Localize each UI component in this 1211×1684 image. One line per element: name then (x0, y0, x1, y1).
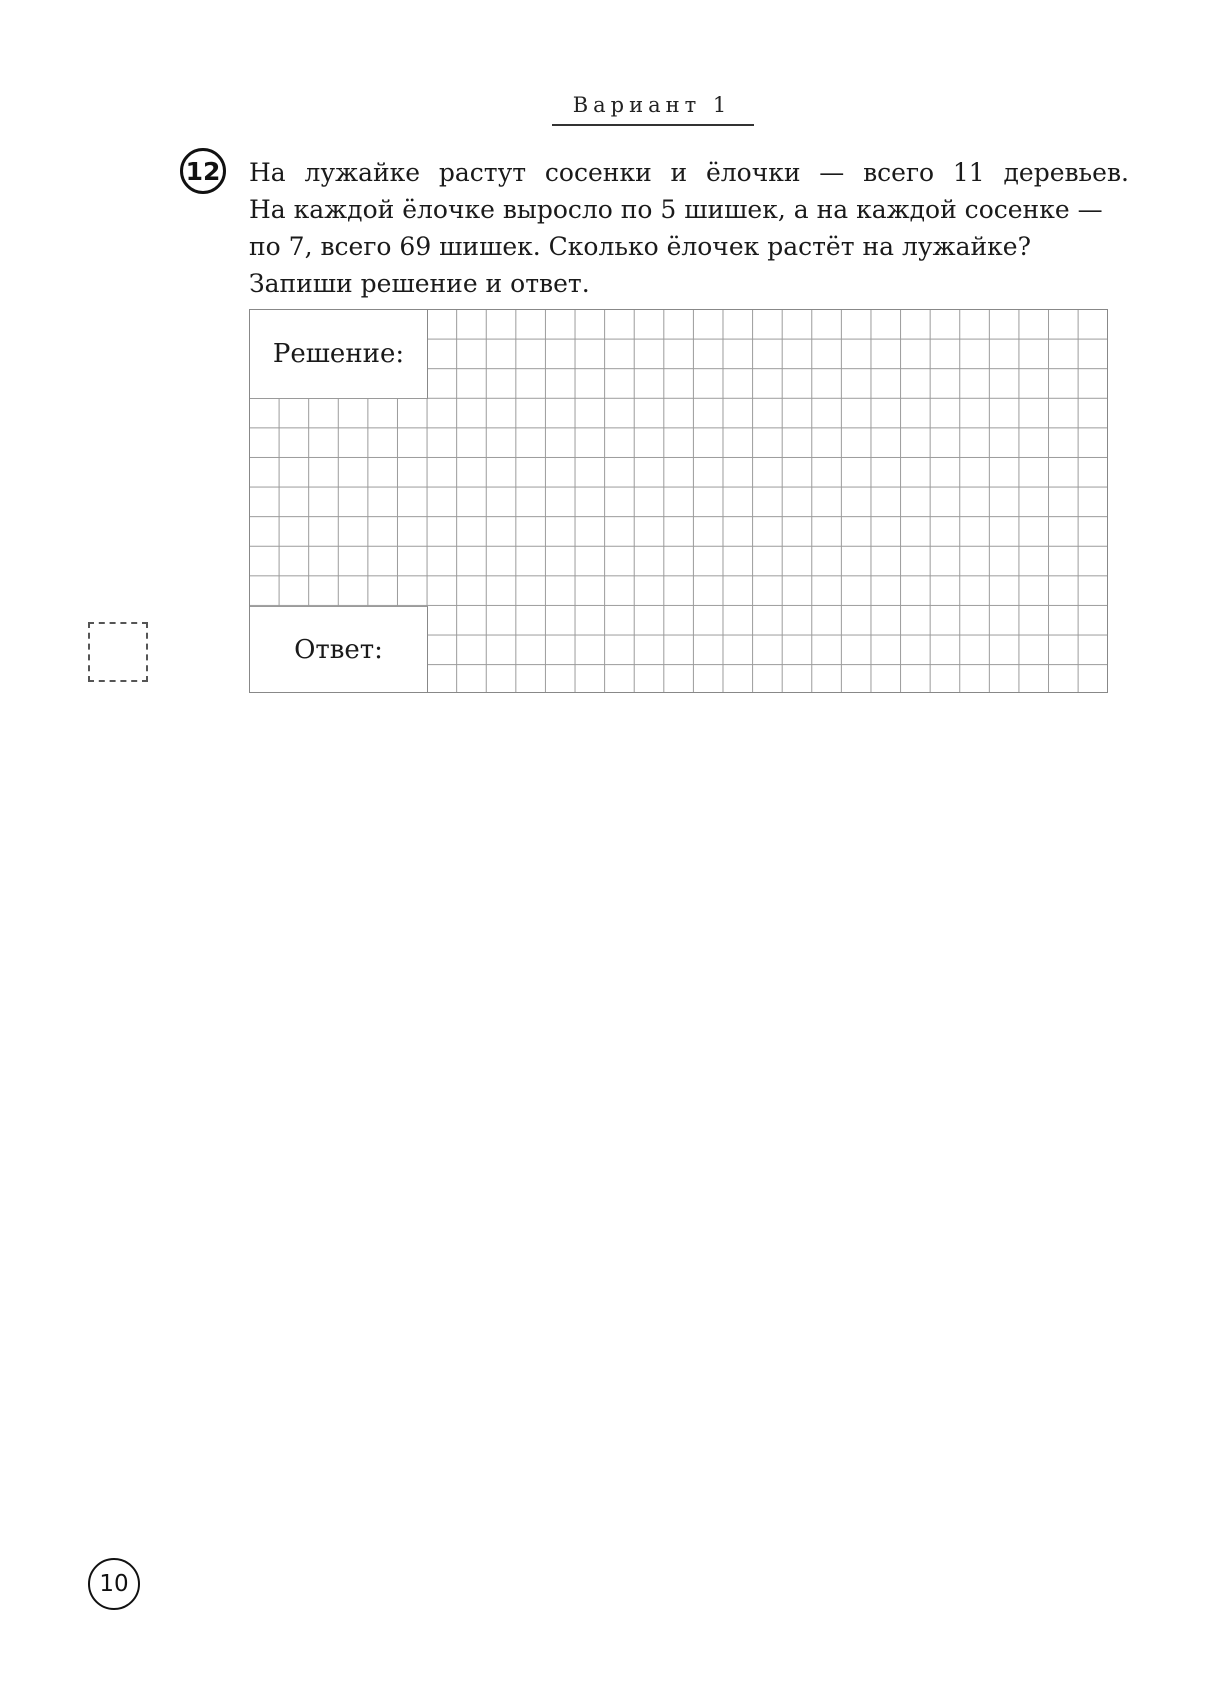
task-number: 12 (185, 156, 221, 186)
solution-label-cell (250, 310, 428, 399)
score-box (88, 622, 148, 682)
answer-label-cell (250, 606, 428, 692)
solution-label: Решение: (272, 339, 405, 369)
page-number-badge (88, 1558, 140, 1610)
task-line-4: Запиши решение и ответ. (249, 269, 590, 298)
task-line-3: по 7, всего 69 шишек. Сколько ёлочек растёт на лужайке? (249, 232, 1031, 261)
variant-underline (552, 124, 754, 126)
task-line-1: На лужайке растут сосенки и ёлочки — всего 11 деревьев. (249, 158, 1129, 187)
answer-grid[interactable] (249, 309, 1108, 693)
variant-header (552, 92, 752, 124)
variant-label: Вариант 1 (572, 93, 732, 117)
task-number-badge (180, 148, 226, 194)
task-line-2: На каждой ёлочке выросло по 5 шишек, а на каждой сосенке — (249, 195, 1103, 224)
answer-label: Ответ: (294, 634, 383, 665)
page-number: 10 (99, 1571, 129, 1597)
task-statement (249, 154, 1129, 302)
